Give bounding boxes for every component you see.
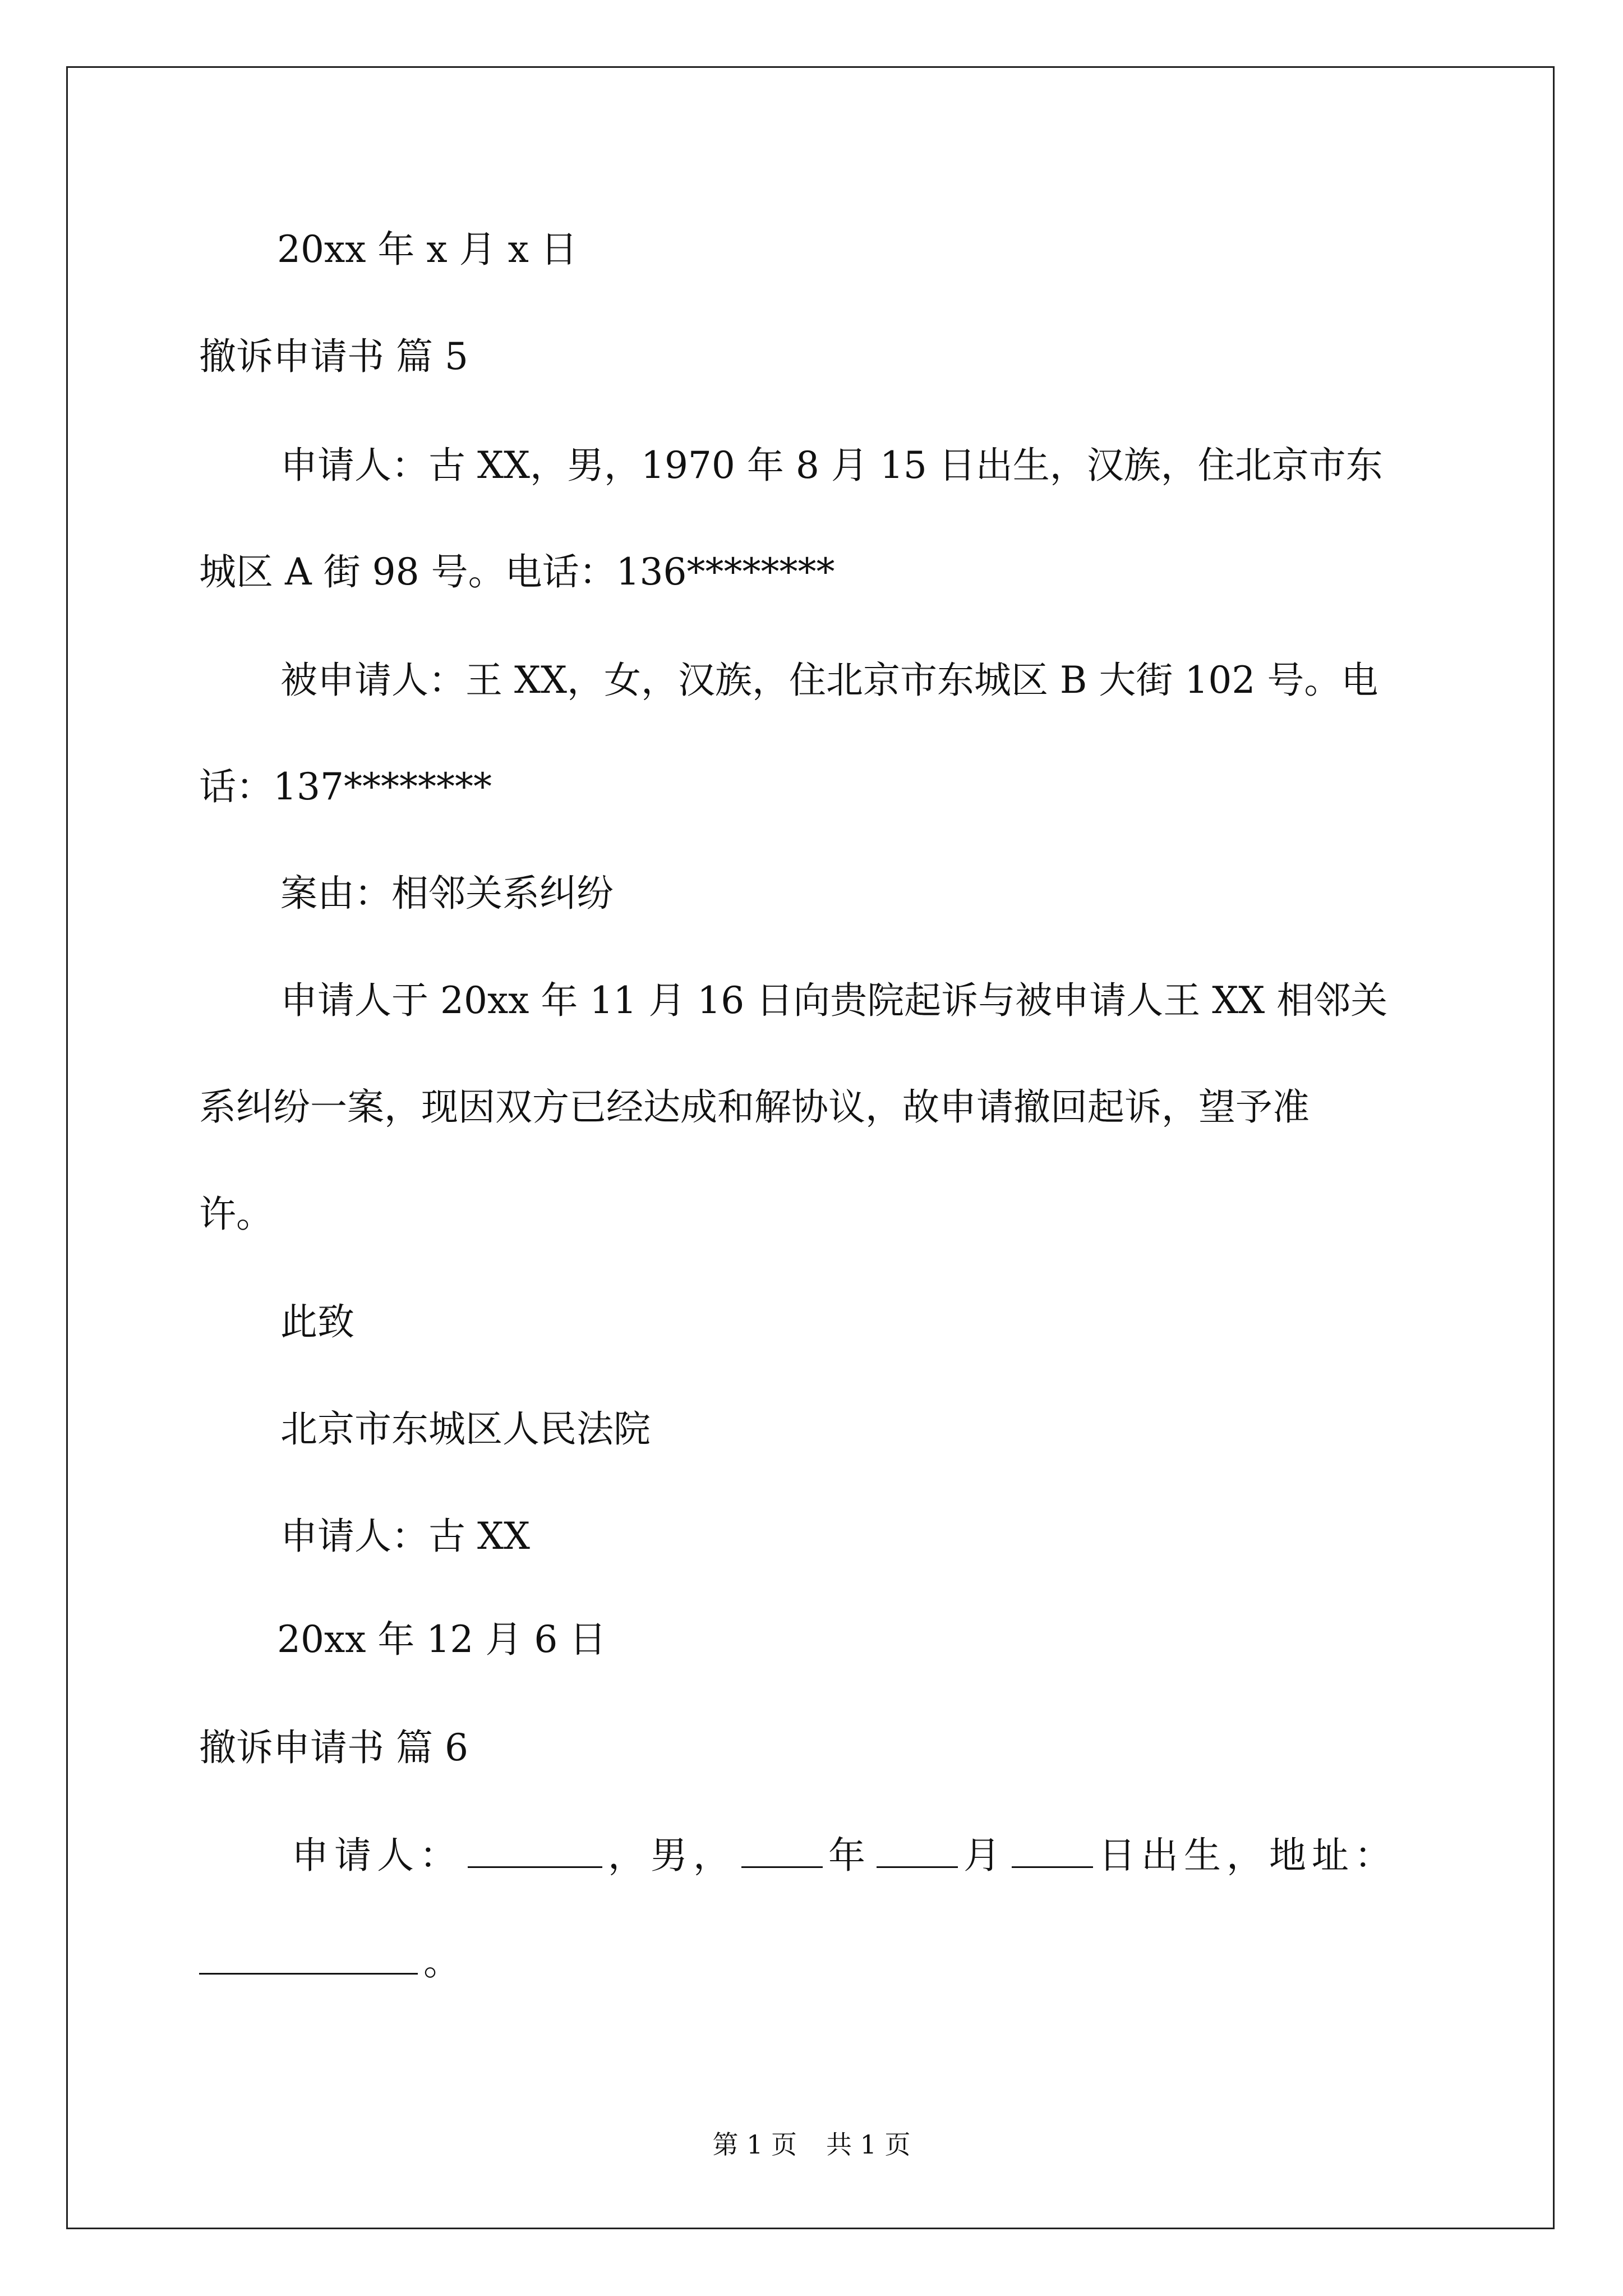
salutation-line: 此致 xyxy=(280,1300,354,1343)
blank-day xyxy=(1012,1834,1093,1868)
page-border xyxy=(66,66,1555,2229)
body-line-3: 许。 xyxy=(199,1193,273,1236)
date-line-signed: 20xx 年 12 月 6 日 xyxy=(277,1618,607,1661)
blank-address xyxy=(199,1940,418,1975)
cause-line: 案由：相邻关系纠纷 xyxy=(280,872,614,915)
form-after-name: ，男， xyxy=(608,1834,736,1877)
section-heading-6: 撤诉申请书 篇 6 xyxy=(199,1726,468,1769)
form-month-label: 月 xyxy=(963,1834,1006,1877)
form-year-label: 年 xyxy=(828,1834,871,1877)
blank-month xyxy=(877,1834,958,1868)
page-footer xyxy=(0,2129,1623,2160)
respondent-line-2: 话：137******** xyxy=(199,765,492,808)
page-current: 第 1 页 xyxy=(712,2129,797,2160)
applicant-line-2: 城区 A 街 98 号。电话：136******** xyxy=(199,550,835,593)
applicant-line-1: 申请人：古 XX，男，1970 年 8 月 15 日出生，汉族，住北京市东 xyxy=(280,444,1383,487)
signature-line: 申请人：古 XX xyxy=(280,1515,530,1558)
section-heading-5: 撤诉申请书 篇 5 xyxy=(199,335,468,378)
form-applicant-label: 申请人： xyxy=(292,1834,462,1877)
form-end-mark: 。 xyxy=(423,1940,460,1984)
court-line: 北京市东城区人民法院 xyxy=(280,1407,651,1451)
blank-name xyxy=(468,1834,602,1868)
blank-year xyxy=(741,1834,823,1868)
respondent-line-1: 被申请人：王 XX，女，汉族，住北京市东城区 B 大街 102 号。电 xyxy=(280,659,1378,702)
body-line-2: 系纠纷一案，现因双方已经达成和解协议，故申请撤回起诉，望予准 xyxy=(199,1085,1310,1129)
date-line-top: 20xx 年 x 月 x 日 xyxy=(277,228,578,271)
form-address-row xyxy=(199,1940,460,1985)
page-total: 共 1 页 xyxy=(826,2129,911,2160)
form-applicant-row xyxy=(292,1833,1397,1878)
body-line-1: 申请人于 20xx 年 11 月 16 日向贵院起诉与被申请人王 XX 相邻关 xyxy=(280,979,1388,1022)
form-after-day: 日出生，地址： xyxy=(1099,1834,1397,1877)
